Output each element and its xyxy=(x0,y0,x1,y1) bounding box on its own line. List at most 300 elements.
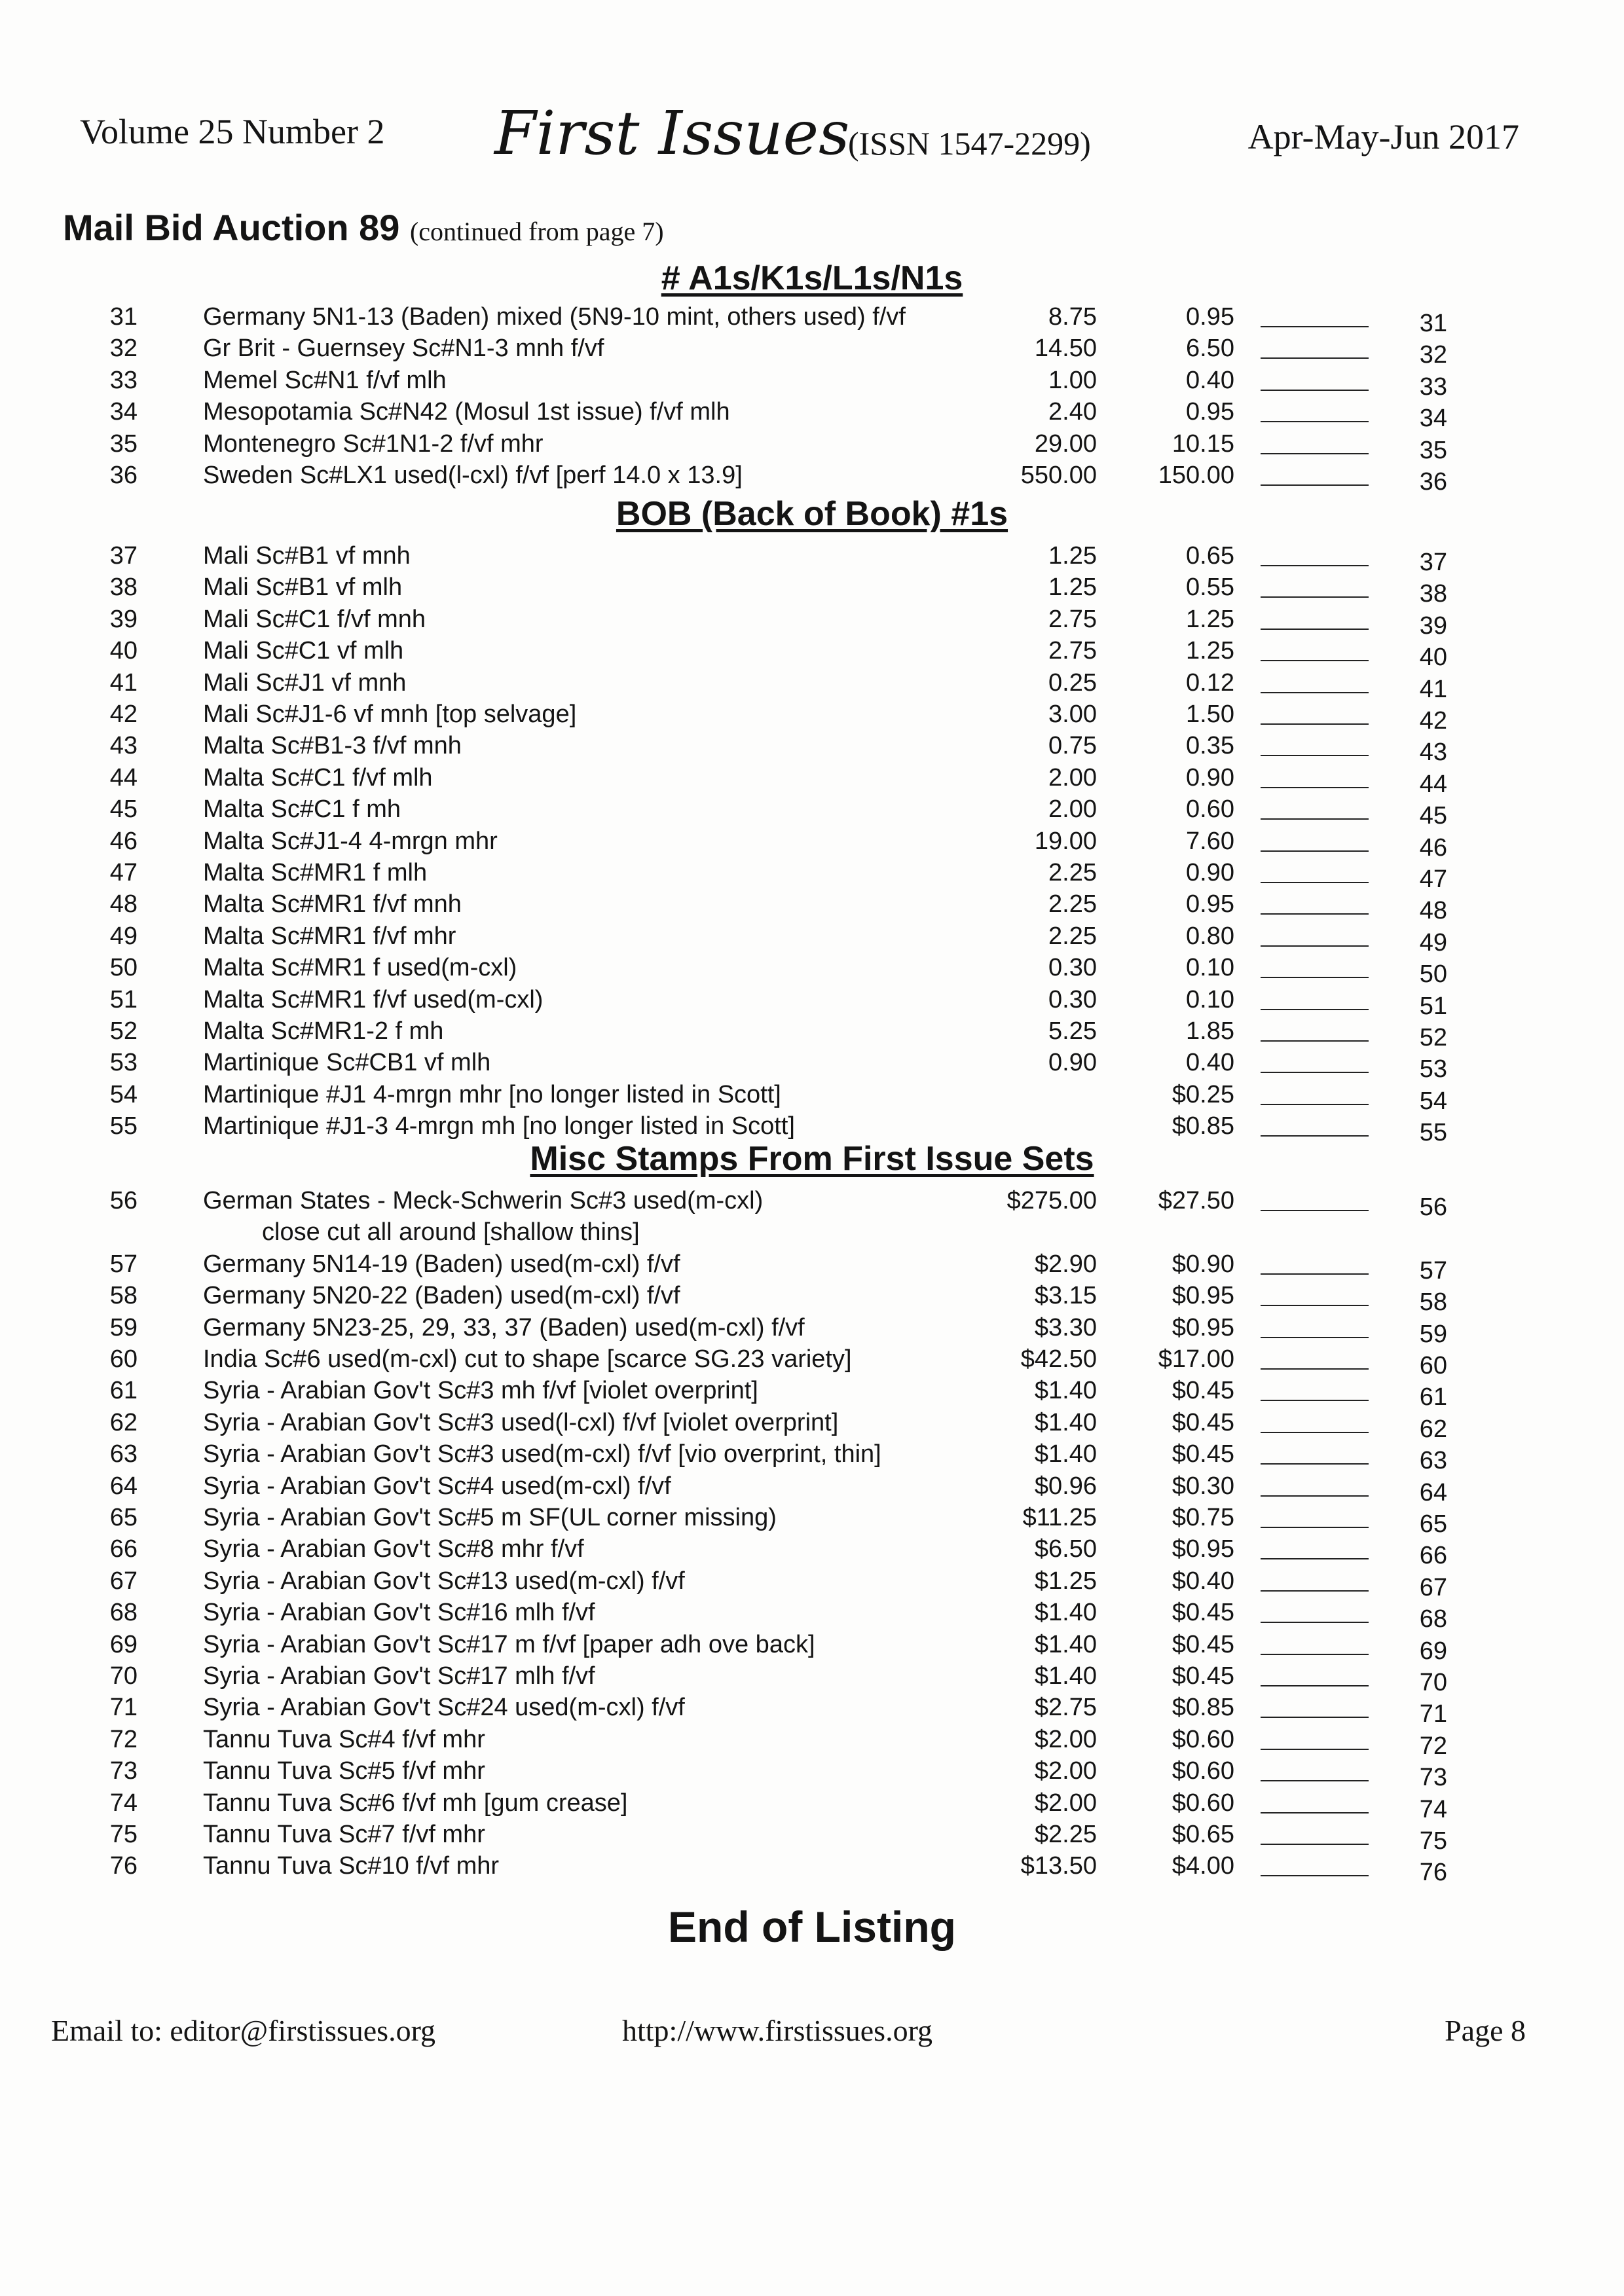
lot-number: 63 xyxy=(109,1440,138,1468)
lot-number-right: 65 xyxy=(1419,1510,1447,1538)
lot-description: Tannu Tuva Sc#6 f/vf mh [gum crease] xyxy=(203,1789,628,1817)
issn-label: (ISSN 1547-2299) xyxy=(848,125,1091,162)
lot-row xyxy=(0,365,1624,401)
minimum-bid: 0.90 xyxy=(1186,764,1234,792)
lot-description: Mali Sc#C1 vf mlh xyxy=(203,637,404,665)
catalog-value: $0.96 xyxy=(1034,1472,1097,1500)
lot-number: 64 xyxy=(109,1472,138,1500)
minimum-bid: 0.10 xyxy=(1186,954,1234,981)
catalog-value: 14.50 xyxy=(1034,335,1097,362)
lot-number: 71 xyxy=(109,1694,138,1721)
footer-email[interactable]: Email to: editor@firstissues.org xyxy=(51,2014,436,2047)
bid-blank[interactable] xyxy=(1261,1135,1369,1137)
bid-blank[interactable] xyxy=(1261,755,1369,756)
lot-number: 44 xyxy=(109,764,138,792)
lot-description: Syria - Arabian Gov't Sc#17 mlh f/vf xyxy=(203,1662,595,1690)
lot-number: 59 xyxy=(109,1314,138,1341)
bid-blank[interactable] xyxy=(1261,1368,1369,1370)
lot-row xyxy=(0,428,1624,464)
bid-blank[interactable] xyxy=(1261,1463,1369,1465)
minimum-bid: 0.95 xyxy=(1186,398,1234,426)
lot-number-right: 48 xyxy=(1419,897,1447,924)
catalog-value: $1.40 xyxy=(1034,1662,1097,1690)
lot-number: 51 xyxy=(109,986,138,1013)
lot-number-right: 71 xyxy=(1419,1700,1447,1728)
lot-description: Syria - Arabian Gov't Sc#24 used(m-cxl) f/vf xyxy=(203,1694,685,1721)
lot-description: Mali Sc#B1 vf mnh xyxy=(203,542,411,570)
minimum-bid: $0.60 xyxy=(1172,1757,1234,1785)
bid-blank[interactable] xyxy=(1261,453,1369,454)
lot-description: Malta Sc#MR1 f/vf mnh xyxy=(203,890,462,918)
lot-number-right: 34 xyxy=(1419,405,1447,432)
lot-description: Malta Sc#C1 f mh xyxy=(203,795,401,823)
bid-blank[interactable] xyxy=(1261,1844,1369,1845)
lot-number: 46 xyxy=(109,828,138,855)
lot-row xyxy=(0,1502,1624,1538)
lot-number: 54 xyxy=(109,1081,138,1108)
catalog-value: $11.25 xyxy=(1022,1504,1097,1531)
bid-blank[interactable] xyxy=(1261,1009,1369,1010)
lot-number: 72 xyxy=(109,1726,138,1753)
lot-number: 33 xyxy=(109,367,138,394)
lot-number-right: 68 xyxy=(1419,1605,1447,1633)
lot-row xyxy=(0,826,1624,862)
minimum-bid: $0.75 xyxy=(1172,1504,1234,1531)
lot-number-right: 62 xyxy=(1419,1415,1447,1443)
lot-description: Mesopotamia Sc#N42 (Mosul 1st issue) f/vf mlh xyxy=(203,398,730,426)
lot-number-right: 39 xyxy=(1419,612,1447,640)
minimum-bid: $0.45 xyxy=(1172,1409,1234,1436)
lot-number: 31 xyxy=(109,303,138,331)
lot-description: German States - Meck-Schwerin Sc#3 used(m-cxl) xyxy=(203,1187,764,1214)
minimum-bid: 0.12 xyxy=(1186,669,1234,697)
minimum-bid: 1.25 xyxy=(1186,637,1234,665)
lot-number-right: 31 xyxy=(1419,310,1447,337)
minimum-bid: $0.45 xyxy=(1172,1440,1234,1468)
lot-number: 68 xyxy=(109,1599,138,1626)
lot-number: 50 xyxy=(109,954,138,981)
lot-description: Tannu Tuva Sc#5 f/vf mhr xyxy=(203,1757,485,1785)
lot-row xyxy=(0,952,1624,988)
catalog-value: 0.75 xyxy=(1048,732,1097,759)
lot-number-right: 61 xyxy=(1419,1383,1447,1411)
catalog-value: 2.25 xyxy=(1048,890,1097,918)
minimum-bid: $0.25 xyxy=(1172,1081,1234,1108)
lot-number-right: 60 xyxy=(1419,1352,1447,1379)
lot-description: Syria - Arabian Gov't Sc#16 mlh f/vf xyxy=(203,1599,595,1626)
bid-blank[interactable] xyxy=(1261,1305,1369,1306)
lot-number-right: 53 xyxy=(1419,1055,1447,1083)
lot-number-right: 38 xyxy=(1419,580,1447,608)
bid-blank[interactable] xyxy=(1261,1527,1369,1528)
lot-number: 74 xyxy=(109,1789,138,1817)
bid-blank[interactable] xyxy=(1261,1273,1369,1275)
lot-number-right: 64 xyxy=(1419,1479,1447,1506)
bid-blank[interactable] xyxy=(1261,1590,1369,1592)
bid-blank[interactable] xyxy=(1261,390,1369,391)
bid-blank[interactable] xyxy=(1261,1400,1369,1401)
catalog-value: $1.40 xyxy=(1034,1440,1097,1468)
bid-blank[interactable] xyxy=(1261,723,1369,725)
bid-blank[interactable] xyxy=(1261,629,1369,630)
catalog-value: 2.75 xyxy=(1048,606,1097,633)
lot-description: Syria - Arabian Gov't Sc#8 mhr f/vf xyxy=(203,1535,584,1563)
lot-description: Memel Sc#N1 f/vf mlh xyxy=(203,367,447,394)
lot-description: Malta Sc#MR1 f/vf mhr xyxy=(203,922,456,950)
bid-blank[interactable] xyxy=(1261,913,1369,915)
lot-row xyxy=(0,1280,1624,1316)
catalog-value: $3.30 xyxy=(1034,1314,1097,1341)
catalog-value: 0.90 xyxy=(1048,1049,1097,1076)
bid-blank[interactable] xyxy=(1261,1780,1369,1781)
lot-description: Syria - Arabian Gov't Sc#13 used(m-cxl) f/vf xyxy=(203,1567,685,1595)
lot-number: 56 xyxy=(109,1187,138,1214)
minimum-bid: $4.00 xyxy=(1172,1852,1234,1880)
volume-label: Volume 25 Number 2 xyxy=(80,112,385,151)
lot-description: Germany 5N14-19 (Baden) used(m-cxl) f/vf xyxy=(203,1250,680,1278)
end-of-listing: End of Listing xyxy=(668,1903,956,1951)
lot-row xyxy=(0,1343,1624,1379)
lot-description: Mali Sc#C1 f/vf mnh xyxy=(203,606,426,633)
lot-number: 65 xyxy=(109,1504,138,1531)
lot-number-right: 41 xyxy=(1419,676,1447,703)
lot-row xyxy=(0,333,1624,369)
lot-number-right: 56 xyxy=(1419,1194,1447,1221)
catalog-value: $2.00 xyxy=(1034,1789,1097,1817)
lot-number-right: 67 xyxy=(1419,1574,1447,1601)
lot-description: Malta Sc#C1 f/vf mlh xyxy=(203,764,433,792)
catalog-value: 2.40 xyxy=(1048,398,1097,426)
lot-number-right: 36 xyxy=(1419,468,1447,496)
lot-number: 45 xyxy=(109,795,138,823)
bid-blank[interactable] xyxy=(1261,484,1369,486)
lot-number: 48 xyxy=(109,890,138,918)
lot-number-right: 74 xyxy=(1419,1796,1447,1823)
lot-row xyxy=(0,1312,1624,1348)
lot-number: 40 xyxy=(109,637,138,665)
catalog-value: 3.00 xyxy=(1048,701,1097,728)
bid-blank[interactable] xyxy=(1261,1495,1369,1497)
lot-row xyxy=(0,730,1624,766)
lot-row xyxy=(0,460,1624,496)
lot-description-cont: close cut all around [shallow thins] xyxy=(262,1218,640,1246)
bid-blank[interactable] xyxy=(1261,1875,1369,1876)
minimum-bid: 0.95 xyxy=(1186,890,1234,918)
lot-row xyxy=(0,667,1624,703)
lot-row xyxy=(0,888,1624,924)
footer-url[interactable]: http://www.firstissues.org xyxy=(622,2014,933,2047)
lot-description: Syria - Arabian Gov't Sc#3 mh f/vf [violet overprint] xyxy=(203,1377,758,1404)
lot-row xyxy=(0,301,1624,337)
lot-description: Martinique #J1-3 4-mrgn mh [no longer listed in Scott] xyxy=(203,1112,795,1140)
lot-number: 70 xyxy=(109,1662,138,1690)
catalog-value: $2.00 xyxy=(1034,1726,1097,1753)
catalog-value: $2.90 xyxy=(1034,1250,1097,1278)
lot-description: Mali Sc#J1 vf mnh xyxy=(203,669,407,697)
lot-description: Germany 5N23-25, 29, 33, 37 (Baden) used(m-cxl) f/vf xyxy=(203,1314,805,1341)
minimum-bid: $0.95 xyxy=(1172,1314,1234,1341)
catalog-value: 1.00 xyxy=(1048,367,1097,394)
section-heading xyxy=(0,494,1624,534)
issue-date: Apr-May-Jun 2017 xyxy=(1247,117,1519,156)
lot-description: Martinique #J1 4-mrgn mhr [no longer listed in Scott] xyxy=(203,1081,781,1108)
lot-number-right: 58 xyxy=(1419,1288,1447,1316)
lot-number: 49 xyxy=(109,922,138,950)
catalog-value: $2.75 xyxy=(1034,1694,1097,1721)
auction-title: Mail Bid Auction 89 xyxy=(63,207,400,248)
lot-number: 35 xyxy=(109,430,138,458)
catalog-value: $2.00 xyxy=(1034,1757,1097,1785)
minimum-bid: $0.30 xyxy=(1172,1472,1234,1500)
minimum-bid: $0.45 xyxy=(1172,1662,1234,1690)
lot-number-right: 51 xyxy=(1419,993,1447,1020)
minimum-bid: 0.40 xyxy=(1186,1049,1234,1076)
lot-number-right: 70 xyxy=(1419,1669,1447,1696)
lot-row xyxy=(0,793,1624,829)
minimum-bid: 7.60 xyxy=(1186,828,1234,855)
bid-blank[interactable] xyxy=(1261,1432,1369,1433)
catalog-value: $6.50 xyxy=(1034,1535,1097,1563)
lot-description: Syria - Arabian Gov't Sc#3 used(m-cxl) f/vf [vio overprint, thin] xyxy=(203,1440,881,1468)
section-title: BOB (Back of Book) #1s xyxy=(616,495,1008,533)
lot-number-right: 43 xyxy=(1419,738,1447,766)
lot-number: 39 xyxy=(109,606,138,633)
lot-number: 36 xyxy=(109,462,138,489)
lot-number-right: 73 xyxy=(1419,1764,1447,1791)
lot-number: 62 xyxy=(109,1409,138,1436)
minimum-bid: $0.45 xyxy=(1172,1631,1234,1658)
bid-blank[interactable] xyxy=(1261,421,1369,422)
lot-number-right: 32 xyxy=(1419,341,1447,369)
catalog-value: $3.15 xyxy=(1034,1282,1097,1309)
auction-heading xyxy=(63,206,664,249)
lot-number-right: 52 xyxy=(1419,1024,1447,1051)
lot-number-right: 42 xyxy=(1419,707,1447,735)
lot-row xyxy=(0,1755,1624,1791)
minimum-bid: $0.45 xyxy=(1172,1377,1234,1404)
lot-number-right: 75 xyxy=(1419,1827,1447,1855)
bid-blank[interactable] xyxy=(1261,1072,1369,1073)
lot-number-right: 45 xyxy=(1419,802,1447,829)
lot-row xyxy=(0,540,1624,576)
lot-description: Mali Sc#B1 vf mlh xyxy=(203,574,403,601)
lot-number: 52 xyxy=(109,1017,138,1045)
catalog-value: $1.40 xyxy=(1034,1377,1097,1404)
lot-number: 57 xyxy=(109,1250,138,1278)
lot-row xyxy=(0,604,1624,640)
lot-description: Syria - Arabian Gov't Sc#5 m SF(UL corner missing) xyxy=(203,1504,777,1531)
minimum-bid: 0.80 xyxy=(1186,922,1234,950)
lot-row xyxy=(0,1724,1624,1760)
lot-number: 76 xyxy=(109,1852,138,1880)
lot-description: Malta Sc#B1-3 f/vf mnh xyxy=(203,732,462,759)
lot-number: 34 xyxy=(109,398,138,426)
catalog-value: $42.50 xyxy=(1020,1345,1097,1373)
bid-blank[interactable] xyxy=(1261,787,1369,788)
catalog-value: 2.00 xyxy=(1048,764,1097,792)
bid-blank[interactable] xyxy=(1261,1337,1369,1338)
bid-blank[interactable] xyxy=(1261,692,1369,693)
lot-row xyxy=(0,1047,1624,1083)
lot-number: 37 xyxy=(109,542,138,570)
lot-number-right: 47 xyxy=(1419,866,1447,893)
catalog-value: 0.25 xyxy=(1048,669,1097,697)
minimum-bid: $0.85 xyxy=(1172,1694,1234,1721)
lot-number: 38 xyxy=(109,574,138,601)
bid-blank[interactable] xyxy=(1261,1812,1369,1813)
minimum-bid: 0.95 xyxy=(1186,303,1234,331)
bid-blank[interactable] xyxy=(1261,1654,1369,1655)
minimum-bid: $0.40 xyxy=(1172,1567,1234,1595)
catalog-value: 0.30 xyxy=(1048,954,1097,981)
section-heading xyxy=(0,1139,1624,1178)
bid-blank[interactable] xyxy=(1261,357,1369,359)
catalog-value: 5.25 xyxy=(1048,1017,1097,1045)
catalog-value: $2.25 xyxy=(1034,1821,1097,1848)
section-title: # A1s/K1s/L1s/N1s xyxy=(661,259,963,297)
bid-blank[interactable] xyxy=(1261,1558,1369,1559)
minimum-bid: $27.50 xyxy=(1158,1187,1234,1214)
bid-blank[interactable] xyxy=(1261,882,1369,883)
bid-blank[interactable] xyxy=(1261,660,1369,661)
section-title: Misc Stamps From First Issue Sets xyxy=(530,1140,1094,1178)
lot-row xyxy=(0,984,1624,1020)
bid-blank[interactable] xyxy=(1261,1210,1369,1211)
catalog-value: 550.00 xyxy=(1020,462,1097,489)
lot-number-right: 59 xyxy=(1419,1321,1447,1348)
lot-row xyxy=(0,1692,1624,1728)
lot-row xyxy=(0,1819,1624,1855)
minimum-bid: 0.55 xyxy=(1186,574,1234,601)
bid-blank[interactable] xyxy=(1261,1040,1369,1042)
bid-blank[interactable] xyxy=(1261,850,1369,852)
catalog-value: 2.25 xyxy=(1048,859,1097,886)
minimum-bid: $0.95 xyxy=(1172,1535,1234,1563)
lot-row xyxy=(0,1787,1624,1823)
minimum-bid: 0.10 xyxy=(1186,986,1234,1013)
section-heading xyxy=(0,259,1624,298)
bid-blank[interactable] xyxy=(1261,1749,1369,1750)
catalog-value: 2.75 xyxy=(1048,637,1097,665)
lot-number: 47 xyxy=(109,859,138,886)
lot-row xyxy=(0,1110,1624,1146)
minimum-bid: 0.65 xyxy=(1186,542,1234,570)
lot-number: 60 xyxy=(109,1345,138,1373)
lot-number-right: 76 xyxy=(1419,1859,1447,1886)
bid-blank[interactable] xyxy=(1261,1104,1369,1105)
lot-description: Malta Sc#MR1 f used(m-cxl) xyxy=(203,954,517,981)
minimum-bid: $0.85 xyxy=(1172,1112,1234,1140)
lot-number-right: 37 xyxy=(1419,549,1447,576)
lot-row xyxy=(0,1375,1624,1411)
lot-description: Syria - Arabian Gov't Sc#17 m f/vf [paper adh ove back] xyxy=(203,1631,815,1658)
lot-row xyxy=(0,1015,1624,1051)
lot-description: Syria - Arabian Gov't Sc#3 used(l-cxl) f/vf [violet overprint] xyxy=(203,1409,839,1436)
minimum-bid: $0.60 xyxy=(1172,1726,1234,1753)
lot-number-right: 72 xyxy=(1419,1732,1447,1760)
lot-number-right: 44 xyxy=(1419,771,1447,798)
bid-blank[interactable] xyxy=(1261,596,1369,598)
lot-number-right: 55 xyxy=(1419,1119,1447,1146)
bid-blank[interactable] xyxy=(1261,945,1369,947)
lot-number-right: 57 xyxy=(1419,1257,1447,1285)
lot-number: 42 xyxy=(109,701,138,728)
minimum-bid: 1.25 xyxy=(1186,606,1234,633)
lot-description: Malta Sc#MR1 f mlh xyxy=(203,859,428,886)
lot-number: 67 xyxy=(109,1567,138,1595)
lot-number-right: 33 xyxy=(1419,373,1447,401)
bid-blank[interactable] xyxy=(1261,565,1369,566)
bid-blank[interactable] xyxy=(1261,977,1369,978)
lot-row xyxy=(0,1470,1624,1506)
bid-blank[interactable] xyxy=(1261,1717,1369,1718)
lot-number-right: 66 xyxy=(1419,1542,1447,1569)
lot-number-right: 63 xyxy=(1419,1447,1447,1474)
lot-row xyxy=(0,1438,1624,1474)
lot-number-right: 50 xyxy=(1419,960,1447,988)
lot-description: Martinique Sc#CB1 vf mlh xyxy=(203,1049,491,1076)
lot-number: 41 xyxy=(109,669,138,697)
minimum-bid: 0.60 xyxy=(1186,795,1234,823)
lot-number: 32 xyxy=(109,335,138,362)
lot-row xyxy=(0,396,1624,432)
lot-number: 58 xyxy=(109,1282,138,1309)
lot-description: Germany 5N20-22 (Baden) used(m-cxl) f/vf xyxy=(203,1282,680,1309)
catalog-value: 2.25 xyxy=(1048,922,1097,950)
bid-blank[interactable] xyxy=(1261,818,1369,820)
minimum-bid: 0.90 xyxy=(1186,859,1234,886)
lot-row xyxy=(0,699,1624,735)
catalog-value: $1.40 xyxy=(1034,1599,1097,1626)
lot-number-right: 69 xyxy=(1419,1637,1447,1665)
minimum-bid: 0.35 xyxy=(1186,732,1234,759)
lot-number-right: 49 xyxy=(1419,929,1447,957)
lot-number: 73 xyxy=(109,1757,138,1785)
minimum-bid: $0.60 xyxy=(1172,1789,1234,1817)
lot-row xyxy=(0,857,1624,893)
lot-description: Tannu Tuva Sc#7 f/vf mhr xyxy=(203,1821,485,1848)
page-number: Page 8 xyxy=(1445,2014,1526,2047)
lot-number: 75 xyxy=(109,1821,138,1848)
lot-description: Germany 5N1-13 (Baden) mixed (5N9-10 mint, others used) f/vf xyxy=(203,303,906,331)
lot-row xyxy=(0,920,1624,957)
catalog-value: $1.40 xyxy=(1034,1631,1097,1658)
catalog-value: 29.00 xyxy=(1034,430,1097,458)
bid-blank[interactable] xyxy=(1261,326,1369,327)
lot-description: Malta Sc#MR1 f/vf used(m-cxl) xyxy=(203,986,544,1013)
minimum-bid: 150.00 xyxy=(1158,462,1234,489)
lot-number: 66 xyxy=(109,1535,138,1563)
bid-blank[interactable] xyxy=(1261,1685,1369,1686)
minimum-bid: 6.50 xyxy=(1186,335,1234,362)
lot-row xyxy=(0,635,1624,671)
minimum-bid: $17.00 xyxy=(1158,1345,1234,1373)
lot-number: 43 xyxy=(109,732,138,759)
lot-row xyxy=(0,1629,1624,1665)
minimum-bid: $0.90 xyxy=(1172,1250,1234,1278)
lot-number: 55 xyxy=(109,1112,138,1140)
catalog-value: $13.50 xyxy=(1020,1852,1097,1880)
bid-blank[interactable] xyxy=(1261,1622,1369,1623)
minimum-bid: 10.15 xyxy=(1172,430,1234,458)
lot-row xyxy=(0,1185,1624,1246)
catalog-value: 0.30 xyxy=(1048,986,1097,1013)
minimum-bid: $0.95 xyxy=(1172,1282,1234,1309)
lot-number: 69 xyxy=(109,1631,138,1658)
lot-description: Mali Sc#J1-6 vf mnh [top selvage] xyxy=(203,701,577,728)
lot-row xyxy=(0,762,1624,798)
minimum-bid: 0.40 xyxy=(1186,367,1234,394)
